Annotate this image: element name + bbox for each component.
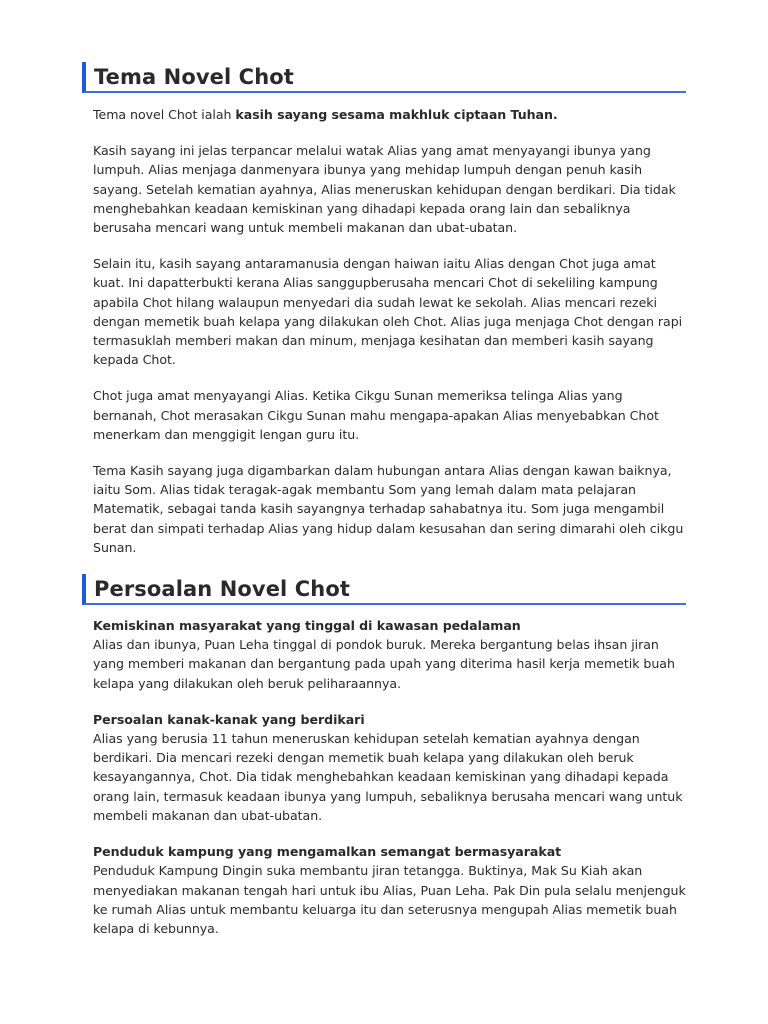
persoalan-item-body: Penduduk Kampung Dingin suka membantu jiran tetangga. Buktinya, Mak Su Kiah akan menyediakan makanan tengah hari untuk ibu Alias, Puan Leha. Pak Din pula selalu menjenguk ke rumah Alias untuk membantu keluarga itu dan seterusnya mengupah Alias memetik buah kelapa di kebunnya.: [93, 863, 686, 936]
persoalan-item-title: Persoalan kanak-kanak yang berdikari: [93, 711, 365, 727]
section-title-persoalan: Persoalan Novel Chot: [94, 577, 350, 602]
tema-paragraph: Selain itu, kasih sayang antaramanusia dengan haiwan iaitu Alias dengan Chot juga amat kuat. Ini dapatterbukti kerana Alias sanggupberusaha mencari Chot di sekeliling kampung apabila Chot hilang walaupun menyedari dia sudah lewat ke sekolah. Alias mencari rezeki dengan memetik buah kelapa yang dilakukan oleh Chot. Alias juga menjaga Chot dengan rapi termasuklah memberi makan dan minum, menjaga kesihatan dan memberi kasih sayang kepada Chot.: [93, 256, 683, 368]
section-title-tema: Tema Novel Chot: [94, 65, 294, 89]
persoalan-item-title: Kemiskinan masyarakat yang tinggal di kawasan pedalaman: [93, 618, 521, 634]
tema-paragraph: Chot juga amat menyayangi Alias. Ketika Cikgu Sunan memeriksa telinga Alias yang bernanah, Chot merasakan Cikgu Sunan mahu mengapa-apakan Alias menyebabkan Chot menerkam dan menggigit lengan guru itu.: [93, 388, 659, 442]
persoalan-item: [82, 616, 686, 693]
persoalan-item-body: Alias dan ibunya, Puan Leha tinggal di pondok buruk. Mereka bergantung belas ihsan jiran yang memberi makanan dan bergantung pada upah yang diterima hasil kerja memetik buah kelapa yang dilakukan oleh beruk peliharaannya.: [93, 637, 675, 691]
document-page: [82, 62, 686, 955]
tema-intro-text: Tema novel Chot ialah: [93, 107, 236, 122]
section-heading-persoalan: [82, 574, 686, 605]
persoalan-item-body: Alias yang berusia 11 tahun meneruskan kehidupan setelah kematian ayahnya dengan berdikari. Dia mencari rezeki dengan memetik buah kelapa yang dilakukan oleh beruk kesayangannya, Chot. Dia tidak menghebahkan keadaan kemiskinan yang dihadapi kepada orang lain, termasuk keadaan ibunya yang lumpuh, sebaliknya berusaha mencari wang untuk membeli makanan dan ubat-ubatan.: [93, 731, 683, 823]
tema-intro: [82, 105, 686, 124]
persoalan-item: [82, 710, 686, 825]
persoalan-item-title: Penduduk kampung yang mengamalkan semangat bermasyarakat: [93, 844, 562, 860]
persoalan-item: [82, 842, 686, 938]
section-heading-tema: [82, 62, 686, 93]
tema-paragraph: Tema Kasih sayang juga digambarkan dalam hubungan antara Alias dengan kawan baiknya, iaitu Som. Alias tidak teragak-agak membantu Som yang lemah dalam mata pelajaran Matematik, sebagai tanda kasih sayangnya terhadap sahabatnya itu. Som juga mengambil berat dan simpati terhadap Alias yang hidup dalam kesusahan dan sering dimarahi oleh cikgu Sunan.: [93, 463, 684, 555]
tema-intro-bold: kasih sayang sesama makhluk ciptaan Tuhan.: [235, 107, 558, 122]
tema-paragraph: Kasih sayang ini jelas terpancar melalui watak Alias yang amat menyayangi ibunya yang lumpuh. Alias menjaga danmenyara ibunya yang mehidap lumpuh dengan penuh kasih sayang. Setelah kematian ayahnya, Alias meneruskan kehidupan dengan berdikari. Dia tidak menghebahkan keadaan kemiskinan yang dihadapi kepada orang lain dan sebaliknya berusaha mencari wang untuk membeli makanan dan ubat-ubatan.: [93, 143, 676, 236]
